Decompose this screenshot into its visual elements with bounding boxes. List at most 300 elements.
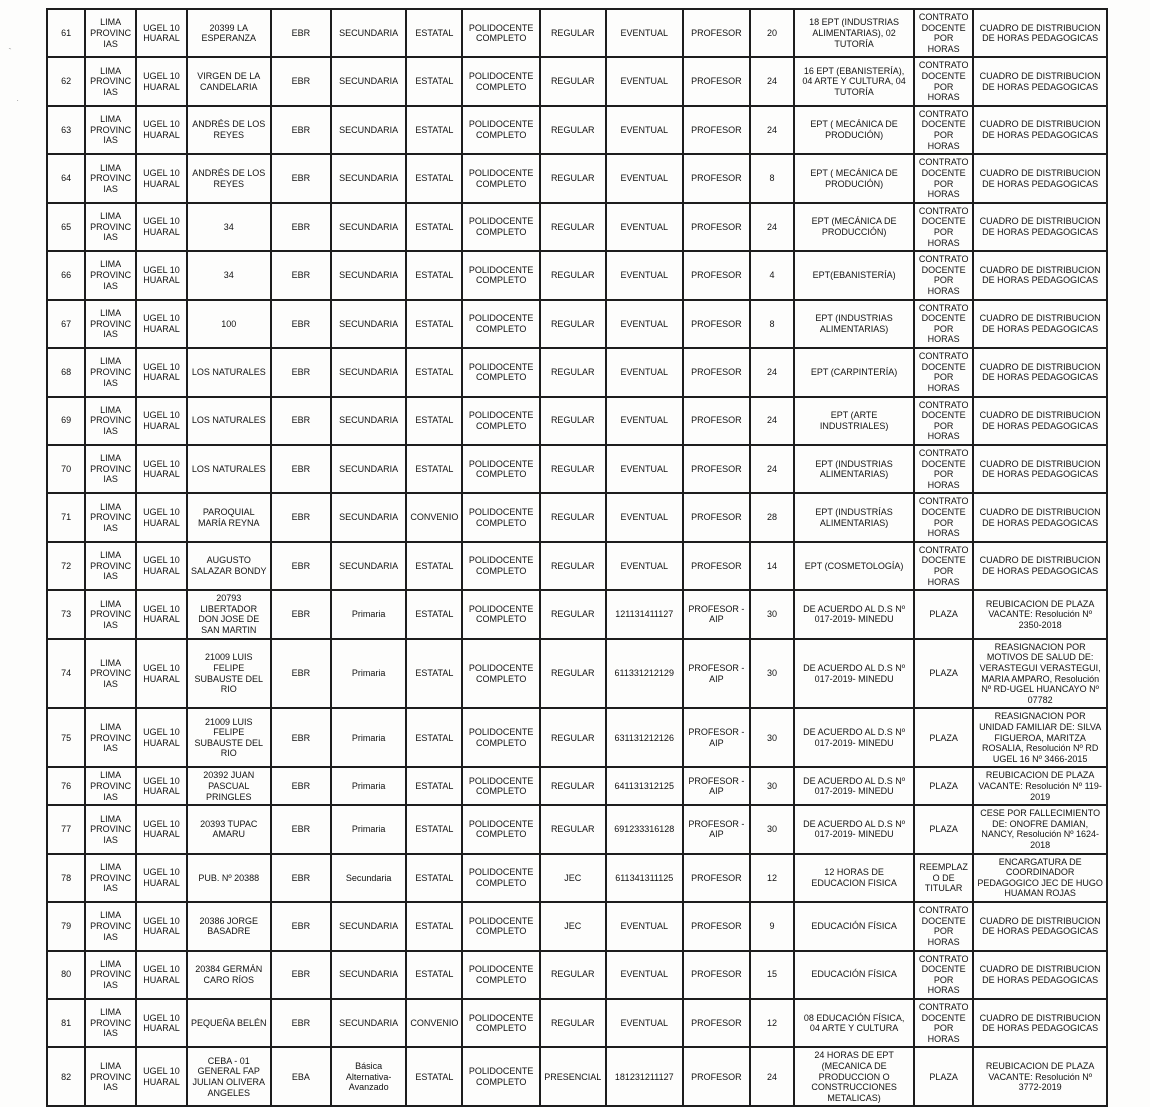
cell-row-number: 63 — [47, 106, 85, 154]
cell-institucion: 20793 LIBERTADOR DON JOSE DE SAN MARTIN — [187, 590, 271, 638]
table-row — [47, 590, 1107, 638]
cell-horas: 20 — [750, 9, 795, 57]
cell-row-number: 71 — [47, 493, 85, 541]
cell-institucion: VIRGEN DE LA CANDELARIA — [187, 57, 271, 105]
cell-forma: REGULAR — [540, 9, 606, 57]
cell-motivo: CUADRO DE DISTRIBUCION DE HORAS PEDAGOGICAS — [973, 493, 1107, 541]
cell-nivel: SECUNDARIA — [331, 951, 406, 999]
cell-forma: REGULAR — [540, 57, 606, 105]
table-row — [47, 57, 1107, 105]
cell-modalidad: EBR — [271, 106, 331, 154]
cell-detalle: 18 EPT (INDUSTRIAS ALIMENTARIAS), 02 TUTORÍA — [794, 9, 914, 57]
cell-codigo-o-condicion: 121131411127 — [606, 590, 683, 638]
cell-tipo-plaza: PLAZA — [914, 805, 973, 853]
cell-row-number: 64 — [47, 154, 85, 202]
cell-codigo-o-condicion: EVENTUAL — [606, 348, 683, 396]
cell-cargo: PROFESOR — [683, 203, 750, 251]
cell-modalidad: EBR — [271, 542, 331, 590]
cell-nivel: SECUNDARIA — [331, 902, 406, 950]
cell-ugel: UGEL 10 HUARAL — [136, 251, 187, 299]
cell-caracteristica: POLIDOCENTE COMPLETO — [462, 397, 539, 445]
cell-caracteristica: POLIDOCENTE COMPLETO — [462, 590, 539, 638]
cell-horas: 24 — [750, 106, 795, 154]
cell-ugel: UGEL 10 HUARAL — [136, 154, 187, 202]
cell-gestion: ESTATAL — [406, 348, 462, 396]
cell-nivel: SECUNDARIA — [331, 251, 406, 299]
cell-nivel: SECUNDARIA — [331, 106, 406, 154]
cell-detalle: 08 EDUCACIÓN FÍSICA, 04 ARTE Y CULTURA — [794, 999, 914, 1047]
cell-ugel: UGEL 10 HUARAL — [136, 999, 187, 1047]
cell-gestion: CONVENIO — [406, 999, 462, 1047]
cell-ugel: UGEL 10 HUARAL — [136, 708, 187, 767]
cell-cargo: PROFESOR — [683, 251, 750, 299]
cell-nivel: SECUNDARIA — [331, 348, 406, 396]
cell-horas: 28 — [750, 493, 795, 541]
cell-horas: 24 — [750, 445, 795, 493]
cell-detalle: DE ACUERDO AL D.S Nº 017-2019- MINEDU — [794, 708, 914, 767]
cell-tipo-plaza: CONTRATO DOCENTE POR HORAS — [914, 106, 973, 154]
cell-ugel: UGEL 10 HUARAL — [136, 445, 187, 493]
cell-ugel: UGEL 10 HUARAL — [136, 1047, 187, 1106]
cell-institucion: PUB. Nº 20388 — [187, 854, 271, 902]
cell-forma: REGULAR — [540, 300, 606, 348]
cell-modalidad: EBR — [271, 445, 331, 493]
cell-gestion: CONVENIO — [406, 493, 462, 541]
cell-forma: REGULAR — [540, 203, 606, 251]
cell-nivel: Primaria — [331, 767, 406, 805]
cell-dre: LIMA PROVINCIAS — [85, 203, 136, 251]
cell-institucion: 100 — [187, 300, 271, 348]
table-row — [47, 854, 1107, 902]
cell-motivo: CUADRO DE DISTRIBUCION DE HORAS PEDAGOGICAS — [973, 106, 1107, 154]
cell-detalle: EPT (INDUSTRIAS ALIMENTARIAS) — [794, 445, 914, 493]
cell-codigo-o-condicion: 691233316128 — [606, 805, 683, 853]
cell-row-number: 72 — [47, 542, 85, 590]
cell-motivo: REUBICACION DE PLAZA VACANTE: Resolución Nº 3772-2019 — [973, 1047, 1107, 1106]
cell-ugel: UGEL 10 HUARAL — [136, 542, 187, 590]
cell-tipo-plaza: PLAZA — [914, 767, 973, 805]
cell-nivel: SECUNDARIA — [331, 203, 406, 251]
cell-nivel: Secundaria — [331, 854, 406, 902]
cell-caracteristica: POLIDOCENTE COMPLETO — [462, 854, 539, 902]
cell-tipo-plaza: CONTRATO DOCENTE POR HORAS — [914, 445, 973, 493]
cell-motivo: CUADRO DE DISTRIBUCION DE HORAS PEDAGOGICAS — [973, 999, 1107, 1047]
cell-horas: 8 — [750, 154, 795, 202]
pen-mark: ` — [8, 46, 15, 59]
cell-row-number: 61 — [47, 9, 85, 57]
cell-motivo: CUADRO DE DISTRIBUCION DE HORAS PEDAGOGICAS — [973, 445, 1107, 493]
cell-ugel: UGEL 10 HUARAL — [136, 767, 187, 805]
cell-caracteristica: POLIDOCENTE COMPLETO — [462, 999, 539, 1047]
cell-nivel: SECUNDARIA — [331, 154, 406, 202]
cell-horas: 30 — [750, 805, 795, 853]
cell-detalle: EPT(EBANISTERÍA) — [794, 251, 914, 299]
cell-dre: LIMA PROVINCIAS — [85, 106, 136, 154]
cell-gestion: ESTATAL — [406, 300, 462, 348]
cell-caracteristica: POLIDOCENTE COMPLETO — [462, 57, 539, 105]
cell-codigo-o-condicion: EVENTUAL — [606, 154, 683, 202]
cell-nivel: Primaria — [331, 590, 406, 638]
cell-row-number: 77 — [47, 805, 85, 853]
cell-cargo: PROFESOR — [683, 348, 750, 396]
cell-ugel: UGEL 10 HUARAL — [136, 397, 187, 445]
cell-tipo-plaza: PLAZA — [914, 708, 973, 767]
cell-row-number: 78 — [47, 854, 85, 902]
cell-cargo: PROFESOR — [683, 854, 750, 902]
cell-motivo: CUADRO DE DISTRIBUCION DE HORAS PEDAGOGICAS — [973, 397, 1107, 445]
cell-detalle: EDUCACIÓN FÍSICA — [794, 951, 914, 999]
cell-row-number: 69 — [47, 397, 85, 445]
cell-cargo: PROFESOR — [683, 542, 750, 590]
cell-codigo-o-condicion: EVENTUAL — [606, 9, 683, 57]
cell-tipo-plaza: CONTRATO DOCENTE POR HORAS — [914, 999, 973, 1047]
cell-institucion: PAROQUIAL MARÍA REYNA — [187, 493, 271, 541]
cell-dre: LIMA PROVINCIAS — [85, 639, 136, 709]
cell-modalidad: EBR — [271, 854, 331, 902]
cell-modalidad: EBR — [271, 300, 331, 348]
cell-forma: REGULAR — [540, 542, 606, 590]
cell-ugel: UGEL 10 HUARAL — [136, 348, 187, 396]
cell-forma: REGULAR — [540, 445, 606, 493]
cell-institucion: 20384 GERMÁN CARO RÍOS — [187, 951, 271, 999]
table-row — [47, 203, 1107, 251]
cell-ugel: UGEL 10 HUARAL — [136, 590, 187, 638]
cell-nivel: Básica Alternativa-Avanzado — [331, 1047, 406, 1106]
table-row — [47, 767, 1107, 805]
cell-motivo: CUADRO DE DISTRIBUCION DE HORAS PEDAGOGICAS — [973, 542, 1107, 590]
cell-row-number: 76 — [47, 767, 85, 805]
cell-horas: 9 — [750, 902, 795, 950]
cell-institucion: AUGUSTO SALAZAR BONDY — [187, 542, 271, 590]
cell-gestion: ESTATAL — [406, 203, 462, 251]
cell-institucion: LOS NATURALES — [187, 397, 271, 445]
cell-gestion: ESTATAL — [406, 854, 462, 902]
cell-caracteristica: POLIDOCENTE COMPLETO — [462, 951, 539, 999]
cell-caracteristica: POLIDOCENTE COMPLETO — [462, 708, 539, 767]
cell-ugel: UGEL 10 HUARAL — [136, 106, 187, 154]
cell-modalidad: EBR — [271, 9, 331, 57]
cell-dre: LIMA PROVINCIAS — [85, 348, 136, 396]
cell-institucion: 20393 TUPAC AMARU — [187, 805, 271, 853]
cell-gestion: ESTATAL — [406, 639, 462, 709]
cell-row-number: 70 — [47, 445, 85, 493]
cell-row-number: 81 — [47, 999, 85, 1047]
cell-gestion: ESTATAL — [406, 1047, 462, 1106]
cell-gestion: ESTATAL — [406, 542, 462, 590]
cell-horas: 14 — [750, 542, 795, 590]
cell-institucion: ANDRÉS DE LOS REYES — [187, 106, 271, 154]
cell-horas: 15 — [750, 951, 795, 999]
cell-caracteristica: POLIDOCENTE COMPLETO — [462, 300, 539, 348]
cell-horas: 12 — [750, 854, 795, 902]
cell-codigo-o-condicion: 611341311125 — [606, 854, 683, 902]
cell-cargo: PROFESOR — [683, 397, 750, 445]
cell-modalidad: EBR — [271, 639, 331, 709]
cell-codigo-o-condicion: EVENTUAL — [606, 203, 683, 251]
cell-detalle: DE ACUERDO AL D.S Nº 017-2019- MINEDU — [794, 767, 914, 805]
cell-gestion: ESTATAL — [406, 106, 462, 154]
cell-horas: 24 — [750, 57, 795, 105]
cell-horas: 24 — [750, 1047, 795, 1106]
cell-row-number: 65 — [47, 203, 85, 251]
table-row — [47, 493, 1107, 541]
cell-gestion: ESTATAL — [406, 397, 462, 445]
cell-ugel: UGEL 10 HUARAL — [136, 854, 187, 902]
cell-motivo: REUBICACION DE PLAZA VACANTE: Resolución Nº 119-2019 — [973, 767, 1107, 805]
cell-cargo: PROFESOR - AIP — [683, 767, 750, 805]
cell-modalidad: EBR — [271, 951, 331, 999]
cell-ugel: UGEL 10 HUARAL — [136, 57, 187, 105]
cell-dre: LIMA PROVINCIAS — [85, 57, 136, 105]
cell-tipo-plaza: CONTRATO DOCENTE POR HORAS — [914, 542, 973, 590]
cell-dre: LIMA PROVINCIAS — [85, 708, 136, 767]
cell-modalidad: EBA — [271, 1047, 331, 1106]
cell-tipo-plaza: CONTRATO DOCENTE POR HORAS — [914, 154, 973, 202]
table-row — [47, 639, 1107, 709]
cell-tipo-plaza: CONTRATO DOCENTE POR HORAS — [914, 348, 973, 396]
cell-dre: LIMA PROVINCIAS — [85, 902, 136, 950]
cell-institucion: LOS NATURALES — [187, 445, 271, 493]
cell-gestion: ESTATAL — [406, 902, 462, 950]
table-row — [47, 708, 1107, 767]
cell-dre: LIMA PROVINCIAS — [85, 805, 136, 853]
cell-ugel: UGEL 10 HUARAL — [136, 300, 187, 348]
cell-dre: LIMA PROVINCIAS — [85, 590, 136, 638]
cell-horas: 24 — [750, 348, 795, 396]
cell-detalle: DE ACUERDO AL D.S Nº 017-2019- MINEDU — [794, 805, 914, 853]
cell-detalle: EPT (CARPINTERÍA) — [794, 348, 914, 396]
cell-codigo-o-condicion: 641131312125 — [606, 767, 683, 805]
cell-institucion: 21009 LUIS FELIPE SUBAUSTE DEL RIO — [187, 708, 271, 767]
cell-detalle: EPT ( MECÁNICA DE PRODUCIÓN) — [794, 154, 914, 202]
cell-forma: REGULAR — [540, 493, 606, 541]
cell-forma: REGULAR — [540, 639, 606, 709]
cell-cargo: PROFESOR — [683, 9, 750, 57]
cell-detalle: EPT (ARTE INDUSTRIALES) — [794, 397, 914, 445]
cell-gestion: ESTATAL — [406, 805, 462, 853]
cell-ugel: UGEL 10 HUARAL — [136, 639, 187, 709]
cell-cargo: PROFESOR — [683, 106, 750, 154]
table-row — [47, 397, 1107, 445]
cell-nivel: Primaria — [331, 708, 406, 767]
cell-horas: 4 — [750, 251, 795, 299]
cell-motivo: CUADRO DE DISTRIBUCION DE HORAS PEDAGOGICAS — [973, 57, 1107, 105]
cell-nivel: SECUNDARIA — [331, 57, 406, 105]
cell-tipo-plaza: CONTRATO DOCENTE POR HORAS — [914, 902, 973, 950]
cell-codigo-o-condicion: 631131212126 — [606, 708, 683, 767]
table-row — [47, 106, 1107, 154]
cell-cargo: PROFESOR — [683, 57, 750, 105]
cell-dre: LIMA PROVINCIAS — [85, 154, 136, 202]
cell-forma: REGULAR — [540, 590, 606, 638]
cell-detalle: EPT (INDUSTRIAS ALIMENTARIAS) — [794, 300, 914, 348]
cell-modalidad: EBR — [271, 397, 331, 445]
cell-modalidad: EBR — [271, 348, 331, 396]
cell-row-number: 73 — [47, 590, 85, 638]
cell-codigo-o-condicion: EVENTUAL — [606, 902, 683, 950]
cell-forma: REGULAR — [540, 805, 606, 853]
cell-detalle: DE ACUERDO AL D.S Nº 017-2019- MINEDU — [794, 639, 914, 709]
table-row — [47, 154, 1107, 202]
cell-cargo: PROFESOR — [683, 1047, 750, 1106]
cell-detalle: EPT (MECÁNICA DE PRODUCCIÓN) — [794, 203, 914, 251]
cell-tipo-plaza: REEMPLAZO DE TITULAR — [914, 854, 973, 902]
cell-dre: LIMA PROVINCIAS — [85, 493, 136, 541]
table-row — [47, 951, 1107, 999]
cell-forma: REGULAR — [540, 251, 606, 299]
cell-nivel: SECUNDARIA — [331, 300, 406, 348]
cell-codigo-o-condicion: 611331212129 — [606, 639, 683, 709]
cell-codigo-o-condicion: EVENTUAL — [606, 951, 683, 999]
cell-detalle: EPT (INDUSTRÍAS ALIMENTARIAS) — [794, 493, 914, 541]
cell-cargo: PROFESOR — [683, 493, 750, 541]
cell-motivo: CUADRO DE DISTRIBUCION DE HORAS PEDAGOGICAS — [973, 154, 1107, 202]
cell-cargo: PROFESOR - AIP — [683, 805, 750, 853]
cell-nivel: SECUNDARIA — [331, 397, 406, 445]
cell-ugel: UGEL 10 HUARAL — [136, 805, 187, 853]
cell-forma: REGULAR — [540, 106, 606, 154]
cell-motivo: CUADRO DE DISTRIBUCION DE HORAS PEDAGOGICAS — [973, 348, 1107, 396]
cell-forma: REGULAR — [540, 767, 606, 805]
cell-gestion: ESTATAL — [406, 445, 462, 493]
cell-cargo: PROFESOR - AIP — [683, 708, 750, 767]
cell-row-number: 74 — [47, 639, 85, 709]
cell-row-number: 66 — [47, 251, 85, 299]
cell-institucion: 20399 LA ESPERANZA — [187, 9, 271, 57]
cell-row-number: 80 — [47, 951, 85, 999]
cell-nivel: SECUNDARIA — [331, 9, 406, 57]
cell-caracteristica: POLIDOCENTE COMPLETO — [462, 639, 539, 709]
cell-codigo-o-condicion: EVENTUAL — [606, 542, 683, 590]
cell-forma: REGULAR — [540, 397, 606, 445]
cell-ugel: UGEL 10 HUARAL — [136, 493, 187, 541]
table-row — [47, 542, 1107, 590]
cell-nivel: SECUNDARIA — [331, 542, 406, 590]
cell-motivo: CUADRO DE DISTRIBUCION DE HORAS PEDAGOGICAS — [973, 300, 1107, 348]
cell-forma: REGULAR — [540, 999, 606, 1047]
cell-institucion: 34 — [187, 251, 271, 299]
cell-caracteristica: POLIDOCENTE COMPLETO — [462, 902, 539, 950]
table-row — [47, 902, 1107, 950]
cell-tipo-plaza: CONTRATO DOCENTE POR HORAS — [914, 251, 973, 299]
cell-forma: REGULAR — [540, 348, 606, 396]
cell-tipo-plaza: CONTRATO DOCENTE POR HORAS — [914, 951, 973, 999]
cell-ugel: UGEL 10 HUARAL — [136, 203, 187, 251]
cell-row-number: 75 — [47, 708, 85, 767]
cell-codigo-o-condicion: EVENTUAL — [606, 397, 683, 445]
cell-detalle: 12 HORAS DE EDUCACION FISICA — [794, 854, 914, 902]
table-row — [47, 9, 1107, 57]
cell-cargo: PROFESOR - AIP — [683, 590, 750, 638]
cell-codigo-o-condicion: EVENTUAL — [606, 493, 683, 541]
cell-gestion: ESTATAL — [406, 951, 462, 999]
cell-modalidad: EBR — [271, 805, 331, 853]
table-row — [47, 1047, 1107, 1106]
cell-institucion: 34 — [187, 203, 271, 251]
cell-row-number: 82 — [47, 1047, 85, 1106]
cell-horas: 12 — [750, 999, 795, 1047]
cell-forma: PRESENCIAL — [540, 1047, 606, 1106]
cell-tipo-plaza: PLAZA — [914, 590, 973, 638]
cell-dre: LIMA PROVINCIAS — [85, 951, 136, 999]
cell-detalle: 24 HORAS DE EPT (MECANICA DE PRODUCCION O CONSTRUCCIONES METALICAS) — [794, 1047, 914, 1106]
cell-horas: 8 — [750, 300, 795, 348]
cell-institucion: ANDRÉS DE LOS REYES — [187, 154, 271, 202]
cell-gestion: ESTATAL — [406, 9, 462, 57]
cell-cargo: PROFESOR — [683, 951, 750, 999]
table-row — [47, 805, 1107, 853]
cell-detalle: 16 EPT (EBANISTERÍA), 04 ARTE Y CULTURA, 04 TUTORÍA — [794, 57, 914, 105]
cell-modalidad: EBR — [271, 251, 331, 299]
cell-horas: 24 — [750, 203, 795, 251]
cell-tipo-plaza: CONTRATO DOCENTE POR HORAS — [914, 203, 973, 251]
cell-dre: LIMA PROVINCIAS — [85, 999, 136, 1047]
cell-cargo: PROFESOR — [683, 445, 750, 493]
cell-tipo-plaza: CONTRATO DOCENTE POR HORAS — [914, 493, 973, 541]
cell-motivo: CUADRO DE DISTRIBUCION DE HORAS PEDAGOGICAS — [973, 9, 1107, 57]
cell-gestion: ESTATAL — [406, 57, 462, 105]
cell-caracteristica: POLIDOCENTE COMPLETO — [462, 767, 539, 805]
cell-modalidad: EBR — [271, 154, 331, 202]
cell-dre: LIMA PROVINCIAS — [85, 445, 136, 493]
cell-codigo-o-condicion: EVENTUAL — [606, 57, 683, 105]
cell-modalidad: EBR — [271, 493, 331, 541]
cell-codigo-o-condicion: EVENTUAL — [606, 106, 683, 154]
cell-tipo-plaza: CONTRATO DOCENTE POR HORAS — [914, 9, 973, 57]
cell-institucion: CEBA - 01 GENERAL FAP JULIAN OLIVERA ANGELES — [187, 1047, 271, 1106]
cell-motivo: REASIGNACION POR UNIDAD FAMILIAR DE: SILVA FIGUEROA, MARITZA ROSALIA, Resolución Nº RD UGEL 16 Nº 3466-2015 — [973, 708, 1107, 767]
table-body — [47, 9, 1107, 1106]
cell-institucion: 20392 JUAN PASCUAL PRINGLES — [187, 767, 271, 805]
cell-codigo-o-condicion: 181231211127 — [606, 1047, 683, 1106]
cell-tipo-plaza: PLAZA — [914, 639, 973, 709]
cell-caracteristica: POLIDOCENTE COMPLETO — [462, 106, 539, 154]
cell-dre: LIMA PROVINCIAS — [85, 251, 136, 299]
cell-ugel: UGEL 10 HUARAL — [136, 902, 187, 950]
cell-detalle: EPT (COSMETOLOGÍA) — [794, 542, 914, 590]
cell-horas: 30 — [750, 590, 795, 638]
cell-nivel: Primaria — [331, 639, 406, 709]
plazas-table — [46, 8, 1108, 1107]
cell-gestion: ESTATAL — [406, 708, 462, 767]
cell-codigo-o-condicion: EVENTUAL — [606, 251, 683, 299]
cell-dre: LIMA PROVINCIAS — [85, 542, 136, 590]
cell-modalidad: EBR — [271, 590, 331, 638]
cell-nivel: SECUNDARIA — [331, 493, 406, 541]
cell-motivo: ENCARGATURA DE COORDINADOR PEDAGOGICO JEC DE HUGO HUAMAN ROJAS — [973, 854, 1107, 902]
cell-cargo: PROFESOR - AIP — [683, 639, 750, 709]
cell-caracteristica: POLIDOCENTE COMPLETO — [462, 542, 539, 590]
cell-motivo: CUADRO DE DISTRIBUCION DE HORAS PEDAGOGICAS — [973, 203, 1107, 251]
cell-row-number: 68 — [47, 348, 85, 396]
cell-nivel: SECUNDARIA — [331, 999, 406, 1047]
cell-cargo: PROFESOR — [683, 300, 750, 348]
table-row — [47, 348, 1107, 396]
cell-nivel: SECUNDARIA — [331, 445, 406, 493]
cell-institucion: 20386 JORGE BASADRE — [187, 902, 271, 950]
table-row — [47, 300, 1107, 348]
cell-modalidad: EBR — [271, 57, 331, 105]
cell-modalidad: EBR — [271, 999, 331, 1047]
cell-dre: LIMA PROVINCIAS — [85, 397, 136, 445]
cell-forma: JEC — [540, 854, 606, 902]
cell-horas: 30 — [750, 639, 795, 709]
cell-cargo: PROFESOR — [683, 999, 750, 1047]
cell-row-number: 79 — [47, 902, 85, 950]
cell-forma: REGULAR — [540, 154, 606, 202]
cell-gestion: ESTATAL — [406, 251, 462, 299]
cell-gestion: ESTATAL — [406, 767, 462, 805]
